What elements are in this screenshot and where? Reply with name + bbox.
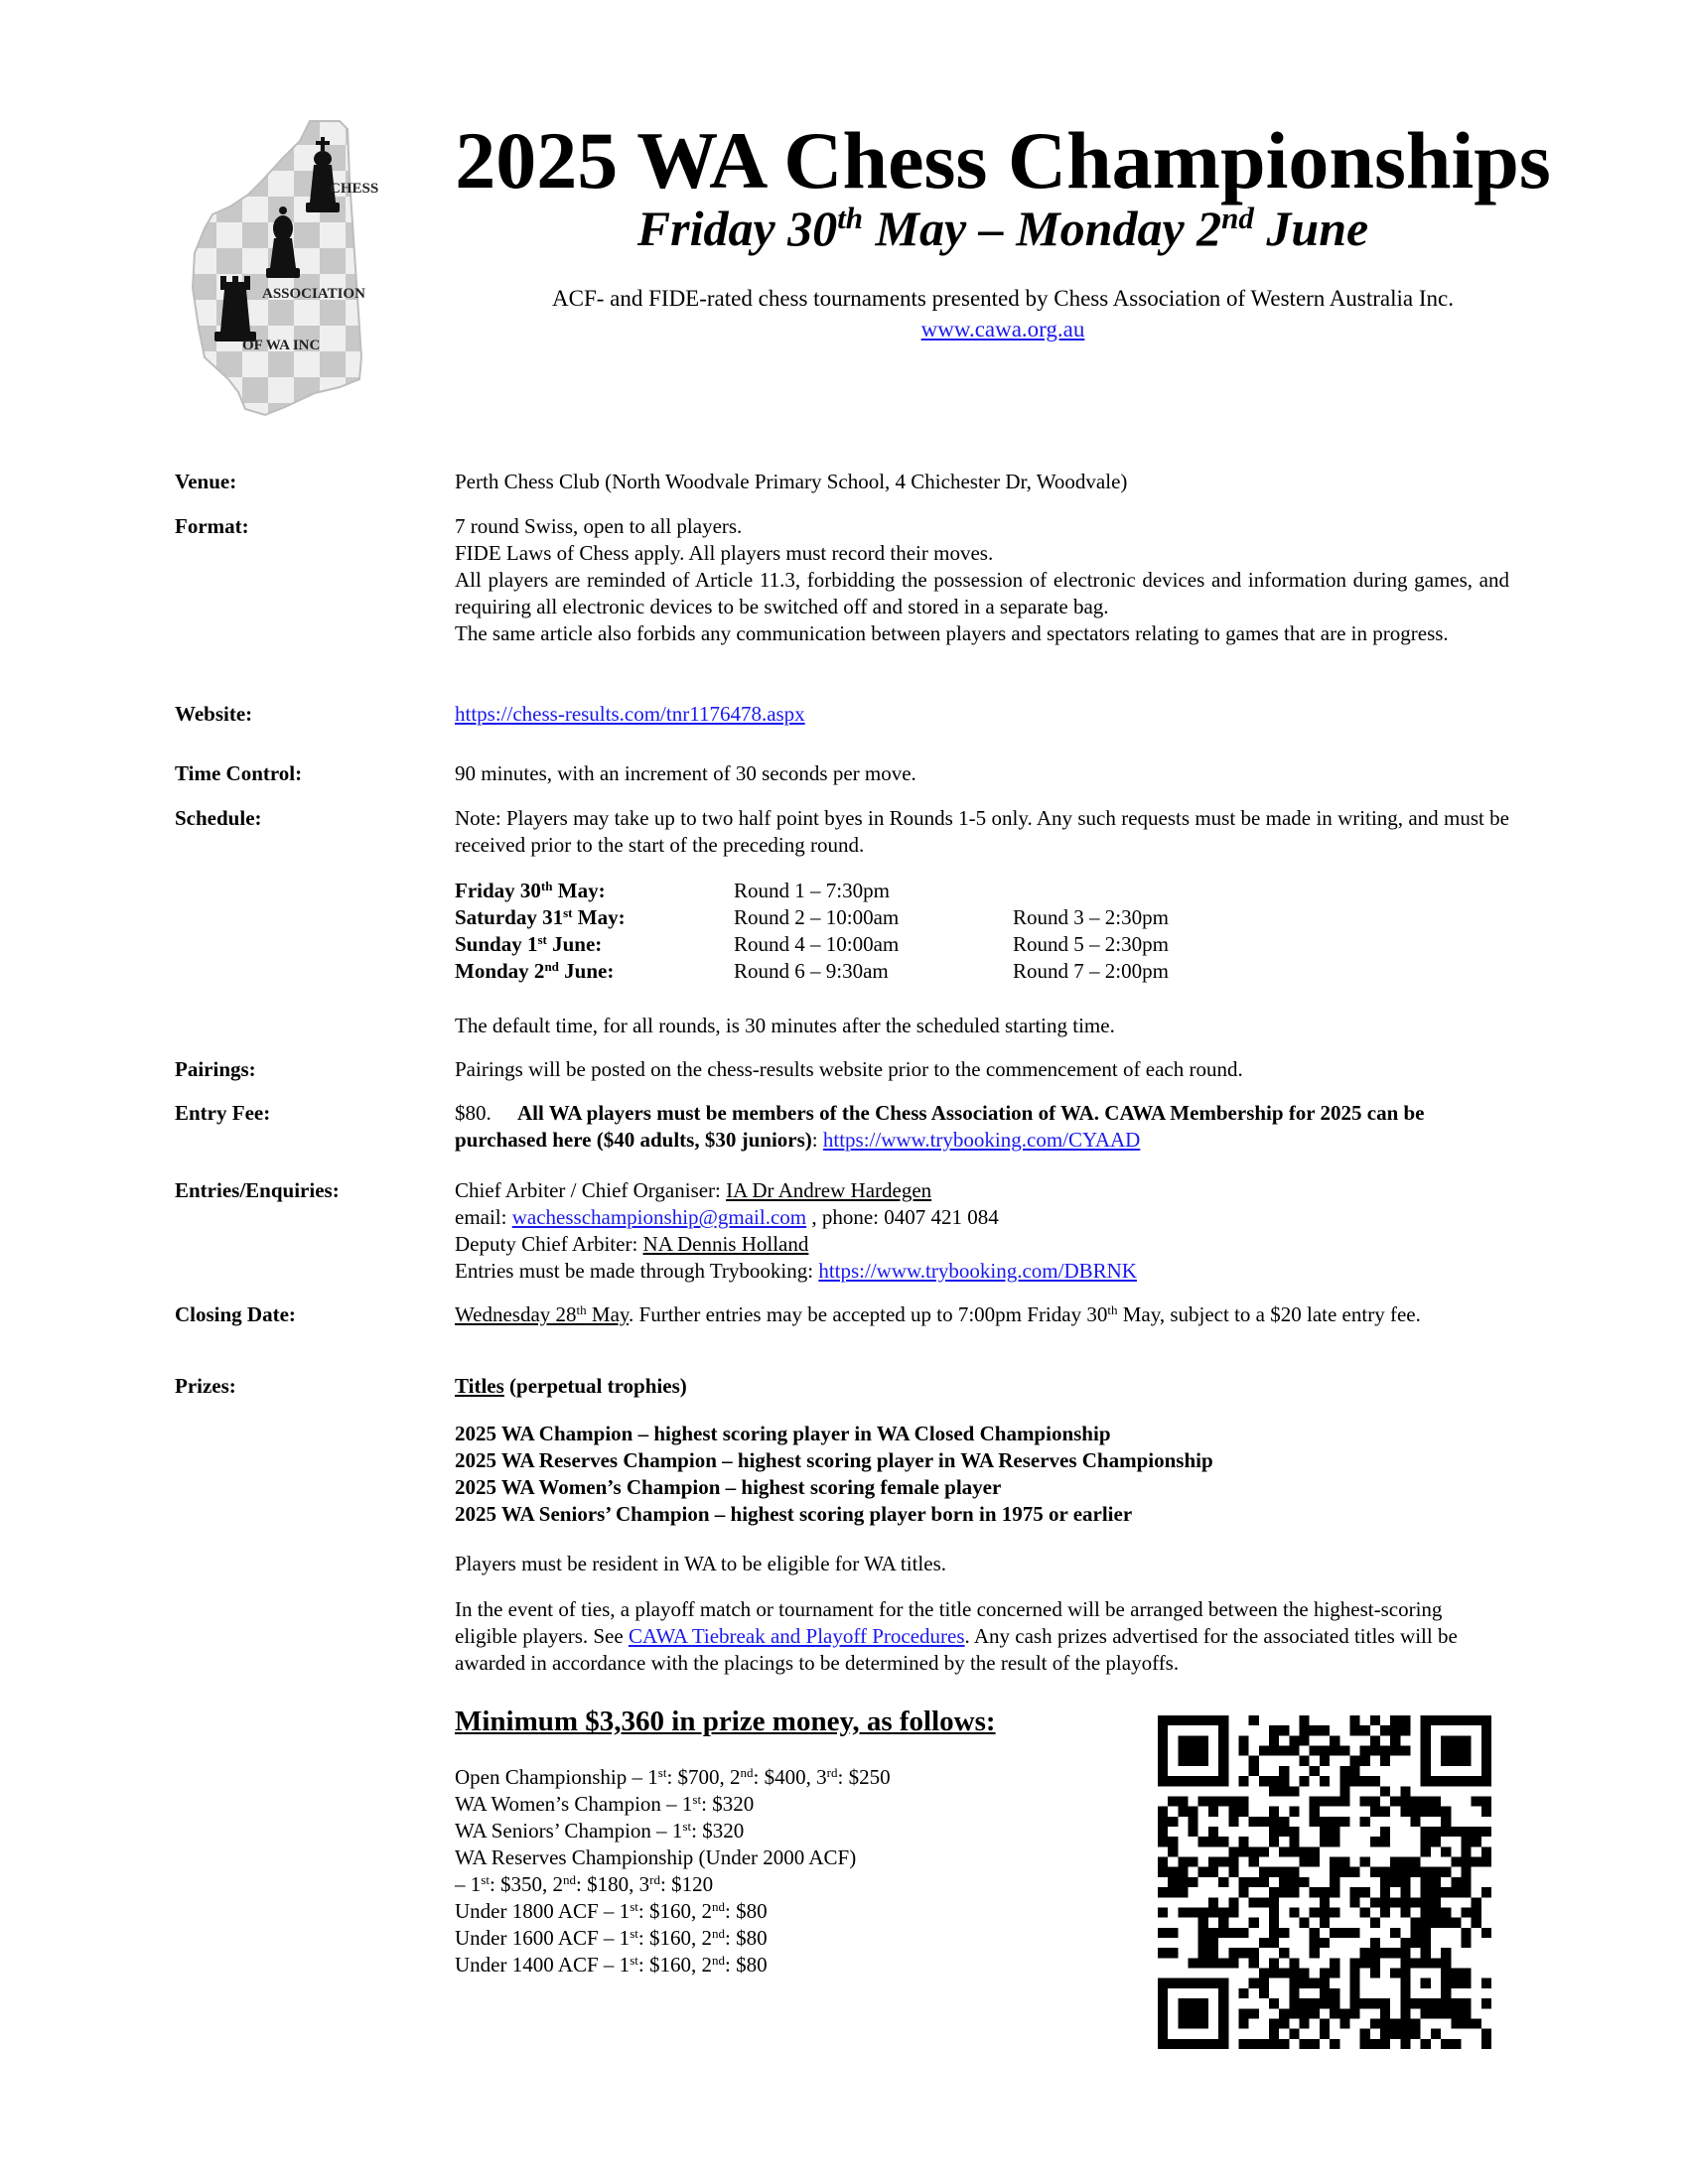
title-item: 2025 WA Reserves Champion – highest scoring player in WA Reserves Championship xyxy=(455,1448,1213,1472)
pairings-label: Pairings: xyxy=(175,1057,256,1081)
prize-reserves: – 1st: $350, 2nd: $180, 3rd: $120 xyxy=(455,1871,714,1896)
time-control-text: 90 minutes, with an increment of 30 seconds per move. xyxy=(455,761,916,785)
closing-date-text: Wednesday 28th May. Further entries may be accepted up to 7:00pm Friday 30th May, subject to a $20 late entry fee. xyxy=(455,1301,1421,1326)
cawa-logo xyxy=(191,119,389,419)
format-text xyxy=(455,513,1509,647)
format-line-1: 7 round Swiss, open to all players. xyxy=(455,514,743,538)
trybooking-entries-link[interactable]: https://www.trybooking.com/DBRNK xyxy=(818,1259,1137,1283)
prizes-label: Prizes: xyxy=(175,1374,236,1398)
logo-text-chess: CHESS xyxy=(330,181,379,197)
prize-money-heading: Minimum $3,360 in prize money, as follows: xyxy=(455,1706,996,1737)
champion-titles xyxy=(455,1421,1509,1528)
qr-code-icon xyxy=(1158,1715,1491,2049)
prize-u1400: Under 1400 ACF – 1st: $160, 2nd: $80 xyxy=(455,1952,768,1977)
prize-u1600: Under 1600 ACF – 1st: $160, 2nd: $80 xyxy=(455,1925,768,1950)
entries-label: Entries/Enquiries: xyxy=(175,1178,340,1202)
deputy-arbiter-name: NA Dennis Holland xyxy=(642,1232,809,1256)
entry-fee-text: $80. All WA players must be members of the Chess Association of WA. CAWA Membership for 2025 can be purchased here ($40 adults, $30 juniors): https://www.trybooking.com/CYAAD xyxy=(455,1101,1425,1152)
venue-label: Venue: xyxy=(175,470,237,493)
entries-text: Chief Arbiter / Chief Organiser: IA Dr Andrew Hardegen email: wachesschampionship@gmail.com , phone: 0407 421 084 Deputy Chief Arbiter: NA Dennis Holland Entries must be made through Trybooking: https://www.trybooking.com/DBRNK xyxy=(455,1178,1137,1283)
email-link[interactable]: wachesschampionship@gmail.com xyxy=(511,1205,807,1229)
format-line-3: All players are reminded of Article 11.3, forbidding the possession of electronic devices and information during games, and requiring all electronic devices to be switched off and stored in a separate bag. xyxy=(455,568,1509,618)
prize-open: Open Championship – 1st: $700, 2nd: $400, 3rd: $250 xyxy=(455,1764,891,1789)
titles-heading: Titles (perpetual trophies) xyxy=(455,1374,687,1398)
title-item: 2025 WA Seniors’ Champion – highest scoring player born in 1975 or earlier xyxy=(455,1502,1133,1526)
logo-text-of-wa: OF WA INC xyxy=(242,338,321,353)
format-label: Format: xyxy=(175,514,249,538)
ties-note: In the event of ties, a playoff match or tournament for the title concerned will be arranged between the highest-scoring eligible players. See CAWA Tiebreak and Playoff Procedures. Any cash prizes advertised for the associated titles will be awarded in accordance with the placings to be determined by the result of the playoffs. xyxy=(455,1597,1458,1675)
header-url xyxy=(437,316,1569,343)
flyer-page: CHESS ASSOCIATION OF WA INC 2025 WA Chess Championships Friday 30th May – Monday 2nd June ACF- and FIDE-rated chess tournaments presented by Chess Association of Western Australia Inc. www.cawa.org.au Venue: Perth Chess Club (North Woodvale Primary School, 4 Chichester Dr, Woodvale) Format: 7 round Swiss, open to all players. FIDE Laws of Chess apply. All players must record their moves. All players are reminded of Article 11.3, forbidding the possession of electronic devices and information during games, and requiring all electronic devices to be switched off and stored in a separate bag. The same article also forbids any communication between players and spectators relating to games that are in progress. Website: https://chess-results.com/tnr1176478.aspx Time Control: 90 minutes, with an increment of 30 seconds per move. Schedule: Note: Players may take up to two half point byes in Rounds 1-5 only. Any such requests must be made in writing, and must be received prior to the start of the preceding round. Friday 30th May: Round 1 – 7:30pm Saturday 31st May: Round 2 – 10:00am Round 3 – 2:30pm Sunday 1st June: Round 4 – 10:00am Round 5 – 2:30pm Monday 2nd June: Round 6 – 9:30am Round 7 – 2:00pm The default time, for all rounds, is 30 minutes after the scheduled starting time. Pairings: Pairings will be posted on the chess-results website prior to the commencement of each round. Entry Fee: $80. All WA players must be members of the Chess Association of WA. CAWA Membership for 2025 can be purchased here ($40 adults, $30 juniors): https://www.trybooking.com/CYAAD Entries/Enquiries: Chief Arbiter / Chief Organiser: IA Dr Andrew Hardegen email: wachesschampionship@gmail.com , phone: 0407 421 084 Deputy Chief Arbiter: NA Dennis Holland Entries must be made through Trybooking: https://www.trybooking.com/DBRNK Closing Date: Wednesday 28th May. Further entries may be accepted up to 7:00pm Friday 30th May, subject to a $20 late entry fee. Prizes: Titles (perpetual trophies) 2025 WA Champion – highest scoring player in WA Closed Championship 2025 WA Reserves Champion – highest scoring player in WA Reserves Championship 2025 WA Women’s Champion – highest scoring female player 2025 WA Seniors’ Champion – highest scoring player born in 1975 or earlier Players must be resident in WA to be eligible for WA titles. In the event of ties, a playoff match or tournament for the title concerned will be arranged between the highest-scoring eligible players. See CAWA Tiebreak and Playoff Procedures. Any cash prizes advertised for the associated titles will be awarded in accordance with the placings to be determined by the result of the playoffs. Minimum $3,360 in prize money, as follows: Open Championship – 1st: $700, 2nd: $400, 3rd: $250 WA Women’s Champion – 1st: $320 WA Seniors’ Champion – 1st: $320 WA Reserves Championship (Under 2000 ACF) – 1st: $350, 2nd: $180, 3rd: $120 Under 1800 ACF – 1st: $160, 2nd: $80 Under 1600 ACF – 1st: $160, 2nd: $80 Under 1400 ACF – 1st: $160, 2nd: $80 xyxy=(0,0,1688,2184)
default-time-text: The default time, for all rounds, is 30 minutes after the scheduled starting time. xyxy=(455,1014,1115,1037)
schedule-label: Schedule: xyxy=(175,806,262,830)
header-description: ACF- and FIDE-rated chess tournaments presented by Chess Association of Western Australia Inc. xyxy=(552,286,1454,311)
logo-text-association: ASSOCIATION xyxy=(262,286,365,302)
chief-arbiter-name: IA Dr Andrew Hardegen xyxy=(726,1178,932,1202)
resident-note: Players must be resident in WA to be eligible for WA titles. xyxy=(455,1552,946,1575)
page-title: 2025 WA Chess Championships xyxy=(455,115,1551,205)
closing-date-label: Closing Date: xyxy=(175,1302,296,1326)
format-line-4: The same article also forbids any communication between players and spectators relating to games that are in progress. xyxy=(455,621,1449,645)
title-item: 2025 WA Women’s Champion – highest scoring female player xyxy=(455,1475,1002,1499)
tiebreak-procedures-link[interactable]: CAWA Tiebreak and Playoff Procedures xyxy=(628,1624,965,1648)
cawa-website-link[interactable]: www.cawa.org.au xyxy=(920,317,1085,341)
chess-results-link[interactable]: https://chess-results.com/tnr1176478.aspx xyxy=(455,702,805,726)
prize-money-list xyxy=(455,1764,891,1979)
prize-seniors: WA Seniors’ Champion – 1st: $320 xyxy=(455,1818,745,1843)
venue-text: Perth Chess Club (North Woodvale Primary School, 4 Chichester Dr, Woodvale) xyxy=(455,470,1128,493)
title-item: 2025 WA Champion – highest scoring player in WA Closed Championship xyxy=(455,1422,1111,1445)
schedule-note: Note: Players may take up to two half point byes in Rounds 1-5 only. Any such requests must be made in writing, and must be received prior to the start of the preceding round. xyxy=(455,806,1509,857)
website-text xyxy=(455,701,1509,728)
website-label: Website: xyxy=(175,702,253,726)
entry-fee-label: Entry Fee: xyxy=(175,1101,271,1125)
pairings-text: Pairings will be posted on the chess-results website prior to the commencement of each round. xyxy=(455,1057,1243,1081)
format-line-2: FIDE Laws of Chess apply. All players must record their moves. xyxy=(455,541,994,565)
prize-reserves-heading: WA Reserves Championship (Under 2000 ACF) xyxy=(455,1845,857,1869)
prize-u1800: Under 1800 ACF – 1st: $160, 2nd: $80 xyxy=(455,1898,768,1923)
membership-link[interactable]: https://www.trybooking.com/CYAAD xyxy=(822,1128,1141,1152)
time-control-label: Time Control: xyxy=(175,761,303,785)
prize-women: WA Women’s Champion – 1st: $320 xyxy=(455,1791,755,1816)
page-subtitle: Friday 30th May – Monday 2nd June xyxy=(636,200,1369,256)
